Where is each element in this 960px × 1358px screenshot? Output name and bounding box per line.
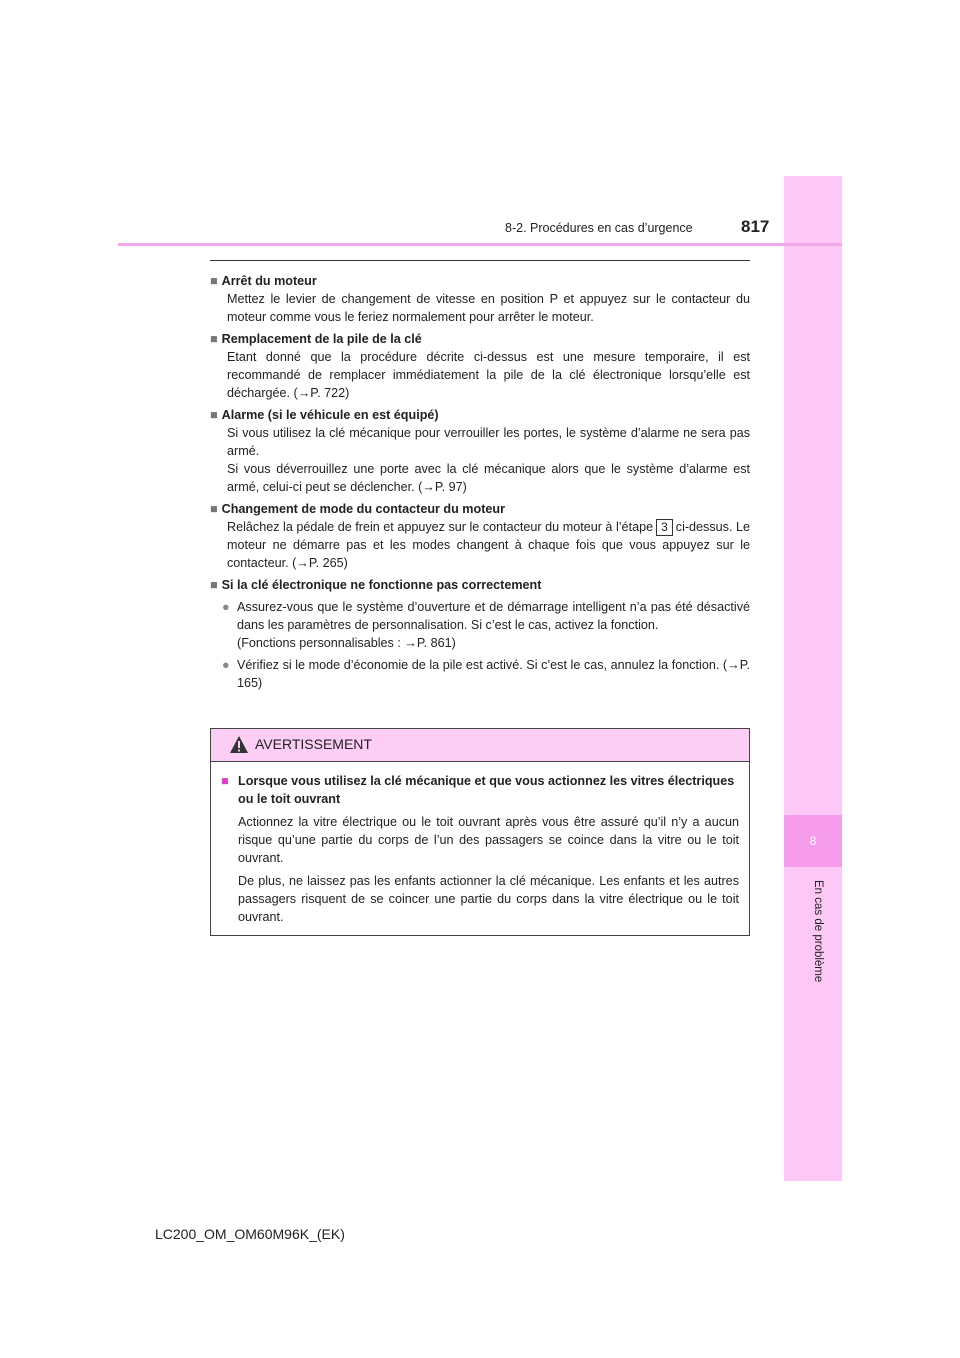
warning-box [210,728,750,936]
square-bullet-icon: ■ [210,274,218,288]
square-bullet-icon: ■ [221,774,229,788]
square-bullet-icon: ■ [210,408,218,422]
section-title: ■ Alarme (si le véhicule en est équipé) [210,408,439,422]
warning-subtitle: ■ Lorsque vous utilisez la clé mécanique et que vous actionnez les vitres électriques ou le toit ouvrant [221,774,735,806]
content-top-rule [210,260,750,261]
section-body: Mettez le levier de changement de vitesse en position P et appuyez sur le contacteur du moteur comme vous le feriez normalement pour arrêter le moteur. [227,292,750,324]
circle-bullet-icon: ● [222,600,230,614]
square-bullet-icon: ■ [210,578,218,592]
list-item: ● Assurez-vous que le système d’ouverture et de démarrage intelligent n’a pas été désactivé dans les paramètres de personnalisation. Si c’est le cas, activez la fonction. (Fonctions personnalisables : →P. 861) [222,600,750,650]
section-body: Si vous utilisez la clé mécanique pour verrouiller les portes, le système d’alarme ne sera pas armé. Si vous déverrouillez une porte avec la clé mécanique alors que le système d’alarme est armé, celui-ci peut se déclencher. (→P. 97) [227,426,750,494]
list-item: ● Vérifiez si le mode d’économie de la pile est activé. Si c’est le cas, annulez la fonction. (→P. 165) [222,658,750,690]
warning-paragraph: Actionnez la vitre électrique ou le toit ouvrant après vous être assuré qu’il n’y a aucun risque qu’une partie du corps de l’un des passagers se coince dans la vitre ou le toit ouvrant. [238,815,739,865]
document-code-footer: LC200_OM_OM60M96K_(EK) [155,1226,345,1242]
section-title: ■ Remplacement de la pile de la clé [210,332,422,346]
section-body: Relâchez la pédale de frein et appuyez sur le contacteur du moteur à l’étape 3 ci-dessus. Le moteur ne démarre pas et les modes changent à chaque fois que vous appuyez sur le contacteur. (→P. 265) [227,520,750,570]
warning-title: AVERTISSEMENT [255,736,372,752]
warning-body [211,762,749,926]
section-body: Etant donné que la procédure décrite ci-dessus est une mesure temporaire, il est recommandé de remplacer immédiatement la pile de la clé électronique lorsqu’elle est déchargée. (→P. 722) [227,350,750,400]
square-bullet-icon: ■ [210,502,218,516]
warning-triangle-icon [229,735,249,755]
warning-paragraph: De plus, ne laissez pas les enfants actionner la clé mécanique. Les enfants et les autres passagers risquent de se coincer une partie du corps dans la vitre électrique ou le toit ouvrant. [238,874,739,924]
circle-bullet-icon: ● [222,658,230,672]
page-number: 817 [741,217,770,236]
square-bullet-icon: ■ [210,332,218,346]
chapter-number-tab[interactable]: 8 [784,815,842,867]
section-title: ■ Changement de mode du contacteur du moteur [210,502,505,516]
header-rule [118,243,842,246]
section-title: ■ Arrêt du moteur [210,274,317,288]
section-title: ■ Si la clé électronique ne fonctionne pas correctement [210,578,542,592]
chapter-side-band [784,176,842,1181]
content-body [210,268,750,696]
chapter-title-tab: En cas de problème [812,880,824,983]
step-reference-box: 3 [656,519,673,536]
warning-header [211,729,749,762]
header-section-title: 8-2. Procédures en cas d’urgence [505,221,693,235]
